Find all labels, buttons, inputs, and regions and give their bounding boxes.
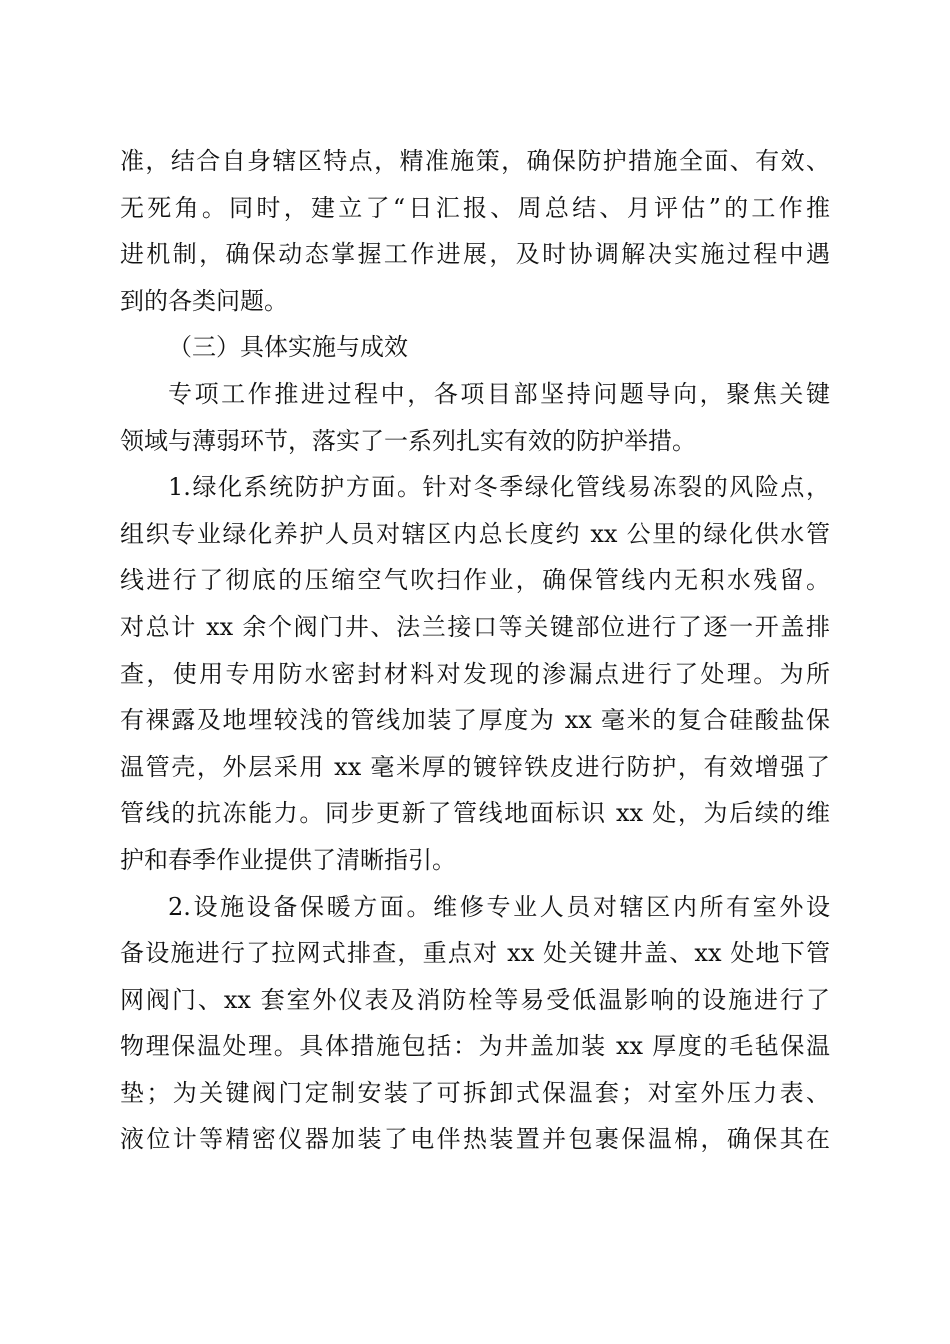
paragraph-line: 准，结合自身辖区特点，精准施策，确保防护措施全面、有效、 (120, 147, 830, 175)
paragraph-line: 组织专业绿化养护人员对辖区内总长度约 xx 公里的绿化供水管 (120, 519, 830, 548)
paragraph-line: 进机制，确保动态掌握工作进展，及时协调解决实施过程中遇 (120, 240, 830, 269)
item-1-paragraph (120, 464, 830, 883)
paragraph-line: 无死角。同时，建立了“日汇报、周总结、月评估”的工作推 (120, 193, 830, 222)
paragraph-line: 对总计 xx 余个阀门井、法兰接口等关键部位进行了逐一开盖排 (120, 612, 830, 641)
paragraph-line: 备设施进行了拉网式排查，重点对 xx 处关键井盖、xx 处地下管 (120, 939, 830, 968)
paragraph-line: 到的各类问题。 (120, 286, 288, 315)
paragraph-line: 网阀门、xx 套室外仪表及消防栓等易受低温影响的设施进行了 (120, 985, 830, 1014)
paragraph-line: 有裸露及地埋较浅的管线加装了厚度为 xx 毫米的复合硅酸盐保 (120, 706, 830, 735)
intro-paragraph (120, 371, 830, 464)
item-2-paragraph (120, 884, 830, 1164)
section-heading: （三）具体实施与成效 (168, 333, 408, 362)
paragraph-line: 专项工作推进过程中，各项目部坚持问题导向，聚焦关键 (168, 379, 830, 408)
paragraph-line: 液位计等精密仪器加装了电伴热装置并包裹保温棉，确保其在 (120, 1125, 830, 1154)
paragraph-line: 1.绿化系统防护方面。针对冬季绿化管线易冻裂的风险点， (168, 473, 830, 502)
paragraph-line: 垫；为关键阀门定制安装了可拆卸式保温套；对室外压力表、 (120, 1078, 830, 1107)
paragraph-line: 查，使用专用防水密封材料对发现的渗漏点进行了处理。为所 (120, 659, 830, 688)
paragraph-line: 温管壳，外层采用 xx 毫米厚的镀锌铁皮进行防护，有效增强了 (120, 752, 830, 781)
paragraph-line: 物理保温处理。具体措施包括：为井盖加装 xx 厚度的毛毡保温 (120, 1032, 830, 1061)
document-page (120, 138, 830, 1163)
paragraph-line: 护和春季作业提供了清晰指引。 (120, 845, 456, 874)
continuation-paragraph (120, 138, 830, 324)
paragraph-line: 2.设施设备保暖方面。维修专业人员对辖区内所有室外设 (168, 892, 830, 921)
paragraph-line: 领域与薄弱环节，落实了一系列扎实有效的防护举措。 (120, 426, 696, 455)
paragraph-line: 管线的抗冻能力。同步更新了管线地面标识 xx 处，为后续的维 (120, 799, 830, 828)
paragraph-line: 线进行了彻底的压缩空气吹扫作业，确保管线内无积水残留。 (120, 566, 830, 595)
